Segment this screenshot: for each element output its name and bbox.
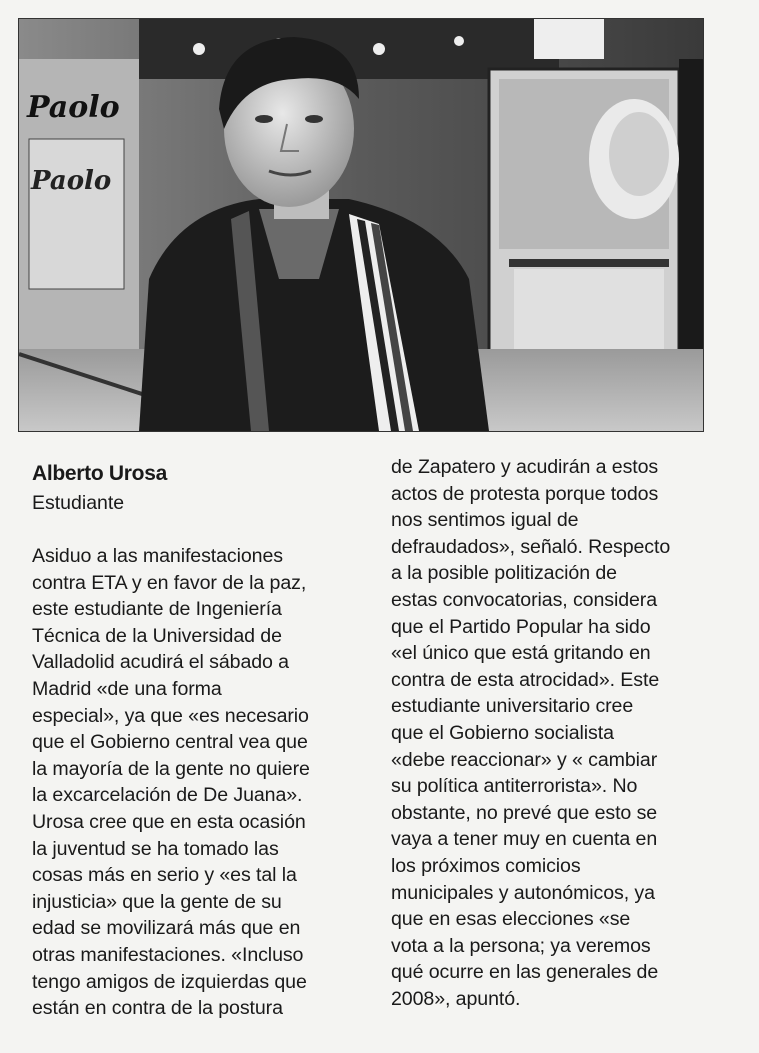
- author-role: Estudiante: [32, 492, 125, 514]
- sign-top: Paolo: [27, 90, 120, 125]
- text-line: actos de protesta porque todos: [391, 482, 659, 505]
- text-line: injusticia» que la gente de su: [32, 890, 282, 913]
- text-line: estas convocatorias, considera: [391, 588, 658, 611]
- text-line: Madrid «de una forma: [32, 677, 222, 700]
- text-line: la juventud se ha tomado las: [32, 837, 279, 860]
- text-line: 2008», apuntó.: [391, 987, 521, 1010]
- text-line: que el Gobierno socialista: [391, 721, 614, 744]
- text-line: defraudados», señaló. Respecto: [391, 535, 671, 558]
- text-line: edad se movilizará más que en: [32, 917, 301, 940]
- text-line: los próximos comicios: [391, 854, 581, 877]
- text-line: contra ETA y en favor de la paz,: [32, 571, 307, 594]
- article-column-2: [391, 454, 670, 1012]
- text-line: que en esas elecciones «se: [391, 908, 631, 931]
- portrait-illustration: [19, 19, 703, 431]
- text-line: Valladolid acudirá el sábado a: [32, 651, 289, 674]
- author-name: Alberto Urosa: [32, 462, 167, 485]
- sign-bottom: Paolo: [31, 166, 112, 196]
- text-line: Técnica de la Universidad de: [32, 624, 282, 647]
- text-line: obstante, no prevé que esto se: [391, 801, 658, 824]
- text-line: de Zapatero y acudirán a estos: [391, 456, 659, 478]
- text-line: «debe reaccionar» y « cambiar: [391, 748, 658, 771]
- article-column-1: [32, 543, 310, 1022]
- text-line: este estudiante de Ingeniería: [32, 598, 282, 621]
- text-line: contra de esta atrocidad». Este: [391, 668, 660, 691]
- text-line: vota a la persona; ya veremos: [391, 934, 651, 957]
- text-line: especial», ya que «es necesario: [32, 704, 309, 727]
- text-line: a la posible politización de: [391, 562, 617, 585]
- text-line: la mayoría de la gente no quiere: [32, 757, 310, 780]
- text-line: tengo amigos de izquierdas que: [32, 970, 307, 993]
- text-line: «el único que está gritando en: [391, 642, 651, 665]
- text-line: cosas más en serio y «es tal la: [32, 864, 297, 887]
- article-photo: [18, 18, 704, 432]
- text-line: Asiduo a las manifestaciones: [32, 545, 283, 567]
- text-line: vaya a tener muy en cuenta en: [391, 828, 658, 851]
- text-line: están en contra de la postura: [32, 997, 283, 1020]
- text-line: qué ocurre en las generales de: [391, 961, 659, 984]
- text-line: estudiante universitario cree: [391, 695, 634, 718]
- text-line: Urosa cree que en esta ocasión: [32, 810, 306, 833]
- text-line: nos sentimos igual de: [391, 509, 579, 532]
- text-line: municipales y autonómicos, ya: [391, 881, 655, 904]
- text-line: su política antiterrorista». No: [391, 775, 638, 798]
- text-line: otras manifestaciones. «Incluso: [32, 943, 304, 966]
- text-line: que el Partido Popular ha sido: [391, 615, 651, 638]
- text-line: que el Gobierno central vea que: [32, 731, 308, 754]
- text-line: la excarcelación de De Juana».: [32, 784, 303, 807]
